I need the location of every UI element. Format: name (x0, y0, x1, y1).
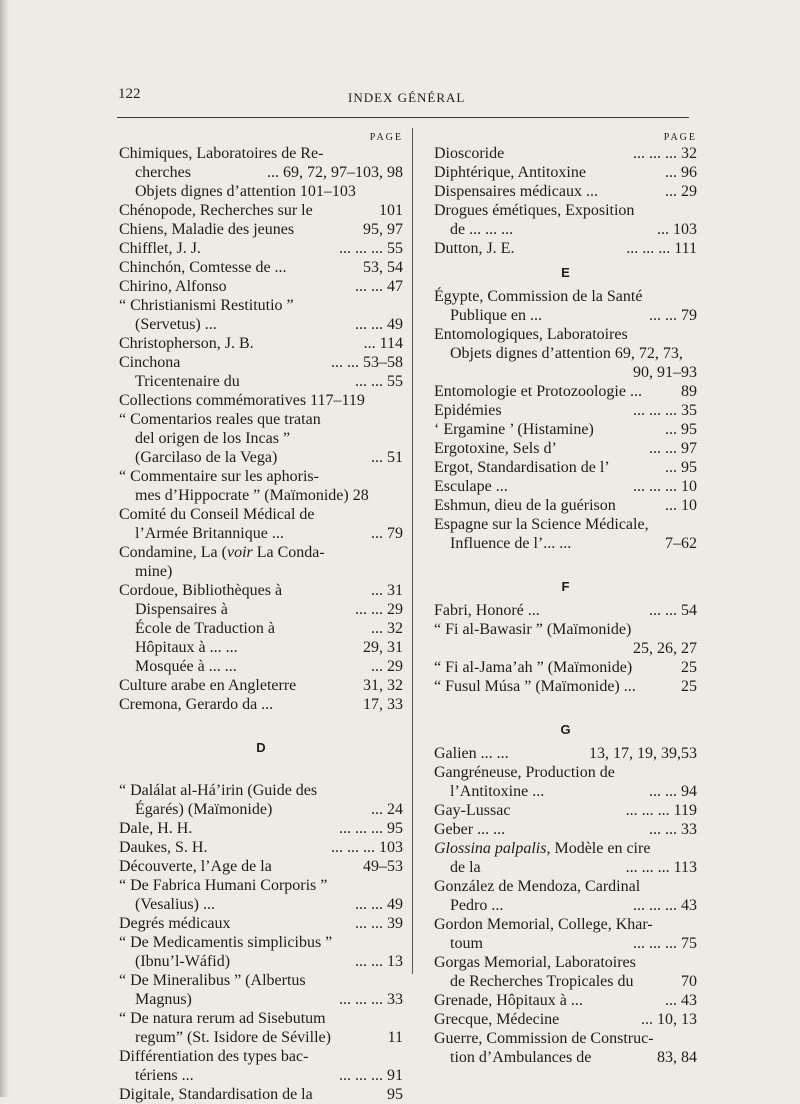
entry-pages: 95 (387, 1086, 403, 1103)
index-entry (434, 439, 697, 458)
entry-text: Entomologie et Protozoologie ... (434, 383, 642, 400)
entry-text: Epidémies (434, 402, 502, 419)
entry-pages: ... ... ... 119 (625, 802, 697, 819)
entry-text: Gordon Memorial, College, Khar- (434, 916, 653, 933)
entry-text: Égarés) (Maïmonide) (135, 801, 273, 818)
index-entry (119, 1085, 403, 1104)
entry-pages: ... 79 (371, 525, 403, 542)
index-entry (119, 838, 403, 857)
entry-text: “ Fusul Músa ” (Maïmonide) ... (434, 678, 636, 695)
index-entry (434, 601, 697, 620)
entry-pages: ... ... ... 55 (339, 240, 403, 257)
index-entry (434, 382, 697, 401)
entry-pages: ... 24 (371, 801, 403, 818)
entry-text: Chiens, Maladie des jeunes (119, 221, 295, 238)
index-entry (119, 220, 403, 239)
entry-text: Égypte, Commission de la Santé (434, 288, 643, 305)
entry-text: “ De Medicamentis simplicibus ” (119, 934, 333, 951)
entry-text: l’Armée Britannique ... (135, 525, 284, 542)
book-binding-shadow (0, 0, 9, 1097)
index-entry (434, 953, 697, 972)
entry-text: Objets dignes d’attention 101–103 (135, 183, 356, 200)
index-entry (434, 201, 697, 220)
entry-pages: 95, 97 (363, 221, 403, 238)
index-entry (434, 801, 697, 820)
entry-pages: ... 29 (665, 183, 697, 200)
index-entry (119, 581, 403, 600)
entry-pages: ... ... 54 (649, 602, 697, 619)
index-column-left (119, 131, 403, 1104)
entry-text: (Vesalius) ... (135, 896, 215, 913)
entry-text: Hôpitaux à ... ... (135, 639, 238, 656)
index-entry (434, 458, 697, 477)
index-entry (434, 915, 697, 934)
page-column-label: PAGE (369, 132, 403, 143)
entry-text: Magnus) (135, 991, 192, 1008)
spacer (434, 696, 697, 715)
index-subentry (135, 163, 403, 182)
entry-text: Dioscoride (434, 145, 505, 162)
entry-text: Chirino, Alfonso (119, 278, 227, 295)
entry-text: Degrés médicaux (119, 915, 231, 932)
entry-pages: ... ... 97 (649, 440, 697, 457)
index-entry (119, 239, 403, 258)
index-entry (119, 914, 403, 933)
entry-pages: ... ... 94 (649, 783, 697, 800)
index-entry (434, 515, 697, 534)
entry-text: (Garcilaso de la Vega) (135, 449, 278, 466)
index-entry (434, 763, 697, 782)
entry-pages: ... 95 (665, 459, 697, 476)
entry-text: Gay-Lussac (434, 802, 511, 819)
entry-text: “ Dalálat al-Há’irin (Guide des (119, 782, 318, 799)
entry-pages: 11 (387, 1029, 403, 1046)
index-subentry (450, 782, 697, 801)
entry-pages: ... 95 (665, 421, 697, 438)
entry-text: Pedro ... (450, 897, 504, 914)
entry-pages: 70 (681, 973, 697, 990)
entry-pages: ... 103 (657, 221, 697, 238)
entry-pages: ... ... ... 33 (339, 991, 403, 1008)
entry-text: Culture arabe en Angleterre (119, 677, 297, 694)
index-entry (119, 876, 403, 895)
entry-pages: 29, 31 (363, 639, 403, 656)
entry-text: Dispensaires à (135, 601, 228, 618)
entry-pages: ... ... ... 113 (625, 859, 697, 876)
entry-text: tion d’Ambulances de (450, 1049, 592, 1066)
spacer (119, 714, 403, 733)
entry-pages: ... ... ... 111 (626, 240, 697, 257)
entry-text: Grecque, Médecine (434, 1011, 560, 1028)
entry-text: Guerre, Commission de Construc- (434, 1030, 654, 1047)
entry-text: Fabri, Honoré ... (434, 602, 540, 619)
index-subentry (135, 638, 403, 657)
entry-pages: ... ... ... 32 (633, 145, 697, 162)
entry-text: Entomologiques, Laboratoires (434, 326, 628, 343)
entry-text: cherches (135, 164, 191, 181)
entry-pages: ... ... 55 (355, 373, 403, 390)
entry-text: Drogues émétiques, Exposition (434, 202, 635, 219)
entry-text: (Servetus) ... (135, 316, 217, 333)
header-rule (117, 117, 689, 118)
index-subentry (135, 524, 403, 543)
index-entry (119, 201, 403, 220)
index-entry (119, 391, 403, 410)
italic-term: voir (226, 544, 253, 561)
entry-text: “ Fi al-Jama’ah ” (Maïmonide) (434, 659, 633, 676)
index-subentry (135, 952, 403, 971)
entry-text: Collections commémoratives 117–119 (119, 392, 365, 409)
index-entry (119, 676, 403, 695)
index-subentry (135, 800, 403, 819)
index-subentry (450, 972, 697, 991)
index-entry (119, 258, 403, 277)
index-entry (434, 163, 697, 182)
spacer (434, 553, 697, 572)
index-entry (119, 781, 403, 800)
entry-pages: 13, 17, 19, 39,53 (589, 745, 697, 762)
index-subentry (135, 657, 403, 676)
index-entry (434, 182, 697, 201)
entry-pages: ... 10, 13 (641, 1011, 697, 1028)
entry-text: “ Fi al-Bawasir ” (Maïmonide) (434, 621, 632, 638)
index-entry (434, 239, 697, 258)
index-subentry (135, 429, 403, 448)
entry-pages: 31, 32 (363, 677, 403, 694)
index-subentry (135, 448, 403, 467)
entry-pages: ... ... 29 (355, 601, 403, 618)
index-subentry (450, 896, 697, 915)
index-subentry (450, 858, 697, 877)
entry-pages: 17, 33 (363, 696, 403, 713)
index-subentry (135, 990, 403, 1009)
entry-text: Tricentenaire du (135, 373, 240, 390)
entry-text: Comité du Conseil Médical de (119, 506, 315, 523)
entry-text: Christopherson, J. B. (119, 335, 254, 352)
entry-text: Dispensaires médicaux ... (434, 183, 598, 200)
index-subentry (135, 619, 403, 638)
index-entry (119, 505, 403, 524)
entry-pages: ... 32 (371, 620, 403, 637)
entry-text: Condamine, La (voir La Conda- (119, 544, 325, 561)
entry-text: Découverte, l’Age de la (119, 858, 272, 875)
entry-text: de ... ... ... (450, 221, 514, 238)
entry-text: Ergot, Standardisation de l’ (434, 459, 610, 476)
entry-text: tériens ... (135, 1067, 194, 1084)
entry-text: Dale, H. H. (119, 820, 193, 837)
entry-text: Différentiation des types bac- (119, 1048, 309, 1065)
index-subentry (450, 220, 697, 239)
entry-text: mine) (135, 563, 173, 580)
entry-pages: ... ... ... 91 (339, 1067, 403, 1084)
entry-text: École de Traduction à (135, 620, 275, 637)
entry-text: de la (450, 859, 481, 876)
entry-text: “ De natura rerum ad Sisebutum (119, 1010, 326, 1027)
entry-pages: ... ... ... 75 (633, 935, 697, 952)
entry-text: Cinchona (119, 354, 181, 371)
index-entry (434, 420, 697, 439)
entry-text: Chifflet, J. J. (119, 240, 201, 257)
entry-text: Ergotoxine, Sels d’ (434, 440, 557, 457)
entry-text: Geber ... ... (434, 821, 506, 838)
entry-text: Grenade, Hôpitaux à ... (434, 992, 583, 1009)
index-entry (119, 1047, 403, 1066)
entry-text: mes d’Hippocrate ” (Maïmonide) 28 (135, 487, 369, 504)
entry-pages: ... 51 (371, 449, 403, 466)
index-entry (434, 144, 697, 163)
index-entry (119, 695, 403, 714)
entry-text: Dutton, J. E. (434, 240, 515, 257)
index-subentry (135, 1028, 403, 1047)
entry-text: toum (450, 935, 483, 952)
entry-text: Chénopode, Recherches sur le (119, 202, 313, 219)
entry-pages: 83, 84 (657, 1049, 697, 1066)
entry-pages: ... ... 47 (355, 278, 403, 295)
index-entry (119, 819, 403, 838)
entry-pages: ... 43 (665, 992, 697, 1009)
entry-text: Cremona, Gerardo da ... (119, 696, 274, 713)
entry-text: Eshmun, dieu de la guérison (434, 497, 616, 514)
entry-pages: ... ... ... 43 (633, 897, 697, 914)
index-entry (434, 325, 697, 344)
index-entry (119, 353, 403, 372)
index-subentry (450, 1048, 697, 1067)
spacer (119, 762, 403, 781)
entry-text: “ De Mineralibus ” (Albertus (119, 972, 306, 989)
entry-pages: 101 (379, 202, 403, 219)
entry-pages: ... 69, 72, 97–103, 98 (267, 164, 403, 181)
entry-text: Espagne sur la Science Médicale, (434, 516, 649, 533)
entry-text: González de Mendoza, Cardinal (434, 878, 641, 895)
index-entry (434, 991, 697, 1010)
index-subentry (135, 1066, 403, 1085)
entry-text: “ Commentaire sur les aphoris- (119, 468, 319, 485)
index-entry (434, 744, 697, 763)
entry-pages: ... 29 (371, 658, 403, 675)
entry-text: “ De Fabrica Humani Corporis ” (119, 877, 328, 894)
entry-text: Esculape ... (434, 478, 508, 495)
entry-pages: ... ... 39 (355, 915, 403, 932)
index-entry (119, 933, 403, 952)
index-entry (434, 477, 697, 496)
index-entry (434, 877, 697, 896)
index-subentry (450, 363, 697, 382)
entry-text: Diphtérique, Antitoxine (434, 164, 586, 181)
entry-pages: ... ... 49 (355, 316, 403, 333)
entry-text: Chinchón, Comtesse de ... (119, 259, 287, 276)
index-entry (119, 1009, 403, 1028)
index-subentry (135, 600, 403, 619)
entry-pages: ... 96 (665, 164, 697, 181)
entry-pages: 7–62 (665, 535, 697, 552)
running-head: INDEX GÉNÉRAL (348, 90, 466, 105)
entry-text: Gorgas Memorial, Laboratoires (434, 954, 636, 971)
section-letter: E (561, 265, 570, 280)
index-subentry (135, 315, 403, 334)
index-subentry (450, 639, 697, 658)
entry-pages: 25 (681, 678, 697, 695)
entry-text: (Ibnu’l-Wáfid) (135, 953, 231, 970)
entry-text: l’Antitoxine ... (450, 783, 545, 800)
section-letter: G (560, 722, 571, 737)
index-entry (119, 277, 403, 296)
index-entry (434, 839, 697, 858)
entry-text: Cordoue, Bibliothèques à (119, 582, 283, 599)
entry-text: de Recherches Tropicales du (450, 973, 634, 990)
entry-pages: ... 114 (363, 335, 403, 352)
entry-pages: ... ... 49 (355, 896, 403, 913)
index-entry (434, 820, 697, 839)
entry-pages: ... ... 13 (355, 953, 403, 970)
entry-text: Daukes, S. H. (119, 839, 208, 856)
entry-pages: ... ... 33 (649, 821, 697, 838)
index-entry (119, 857, 403, 876)
entry-text: Gangréneuse, Production de (434, 764, 615, 781)
entry-text: “ Comentarios reales que tratan (119, 411, 321, 428)
index-subentry (135, 372, 403, 391)
italic-term: Glossina palpalis (434, 840, 547, 857)
index-entry (119, 543, 403, 562)
entry-pages: 49–53 (363, 858, 403, 875)
index-entry (119, 144, 403, 163)
entry-pages: ... 10 (665, 497, 697, 514)
index-entry (434, 620, 697, 639)
entry-text: Glossina palpalis, Modèle en cire (434, 840, 651, 857)
entry-pages: ... ... 79 (649, 307, 697, 324)
index-entry (434, 677, 697, 696)
index-column-right (434, 131, 697, 1067)
page-column-label: PAGE (663, 132, 697, 143)
entry-text: Publique en ... (450, 307, 542, 324)
index-entry (434, 1010, 697, 1029)
index-entry (119, 334, 403, 353)
entry-text: del origen de los Incas ” (135, 430, 291, 447)
column-divider (412, 128, 413, 974)
index-subentry (450, 306, 697, 325)
index-entry (119, 296, 403, 315)
index-subentry (450, 534, 697, 553)
index-subentry (450, 344, 697, 363)
index-entry (434, 1029, 697, 1048)
entry-pages: 25, 26, 27 (633, 640, 697, 657)
entry-text: Influence de l’... ... (450, 535, 572, 552)
entry-pages: ... ... ... 35 (633, 402, 697, 419)
entry-text: Chimiques, Laboratoires de Re- (119, 145, 324, 162)
entry-pages: 90, 91–93 (633, 364, 697, 381)
index-subentry (450, 934, 697, 953)
index-entry (119, 467, 403, 486)
index-entry (434, 287, 697, 306)
entry-text: “ Christianismi Restitutio ” (119, 297, 294, 314)
entry-pages: 25 (681, 659, 697, 676)
entry-pages: ... ... ... 95 (339, 820, 403, 837)
index-entry (434, 496, 697, 515)
index-subentry (135, 895, 403, 914)
entry-pages: ... ... ... 10 (633, 478, 697, 495)
index-entry (119, 971, 403, 990)
entry-pages: 53, 54 (363, 259, 403, 276)
entry-pages: ... 31 (371, 582, 403, 599)
entry-text: Digitale, Standardisation de la (119, 1086, 313, 1103)
entry-pages: ... ... 53–58 (331, 354, 403, 371)
index-entry (434, 658, 697, 677)
index-subentry (135, 486, 403, 505)
section-letter: F (561, 579, 570, 594)
section-letter: D (256, 740, 266, 755)
page-number: 122 (118, 86, 141, 102)
entry-pages: 89 (681, 383, 697, 400)
index-entry (434, 401, 697, 420)
index-subentry (135, 182, 403, 201)
entry-text: Objets dignes d’attention 69, 72, 73, (450, 345, 683, 362)
index-subentry (135, 562, 403, 581)
entry-text: regum” (St. Isidore de Séville) (135, 1029, 331, 1046)
entry-text: ‘ Ergamine ’ (Histamine) (434, 421, 594, 438)
entry-text: Galien ... ... (434, 745, 509, 762)
index-entry (119, 410, 403, 429)
entry-pages: ... ... ... 103 (331, 839, 403, 856)
entry-text: Mosquée à ... ... (135, 658, 237, 675)
